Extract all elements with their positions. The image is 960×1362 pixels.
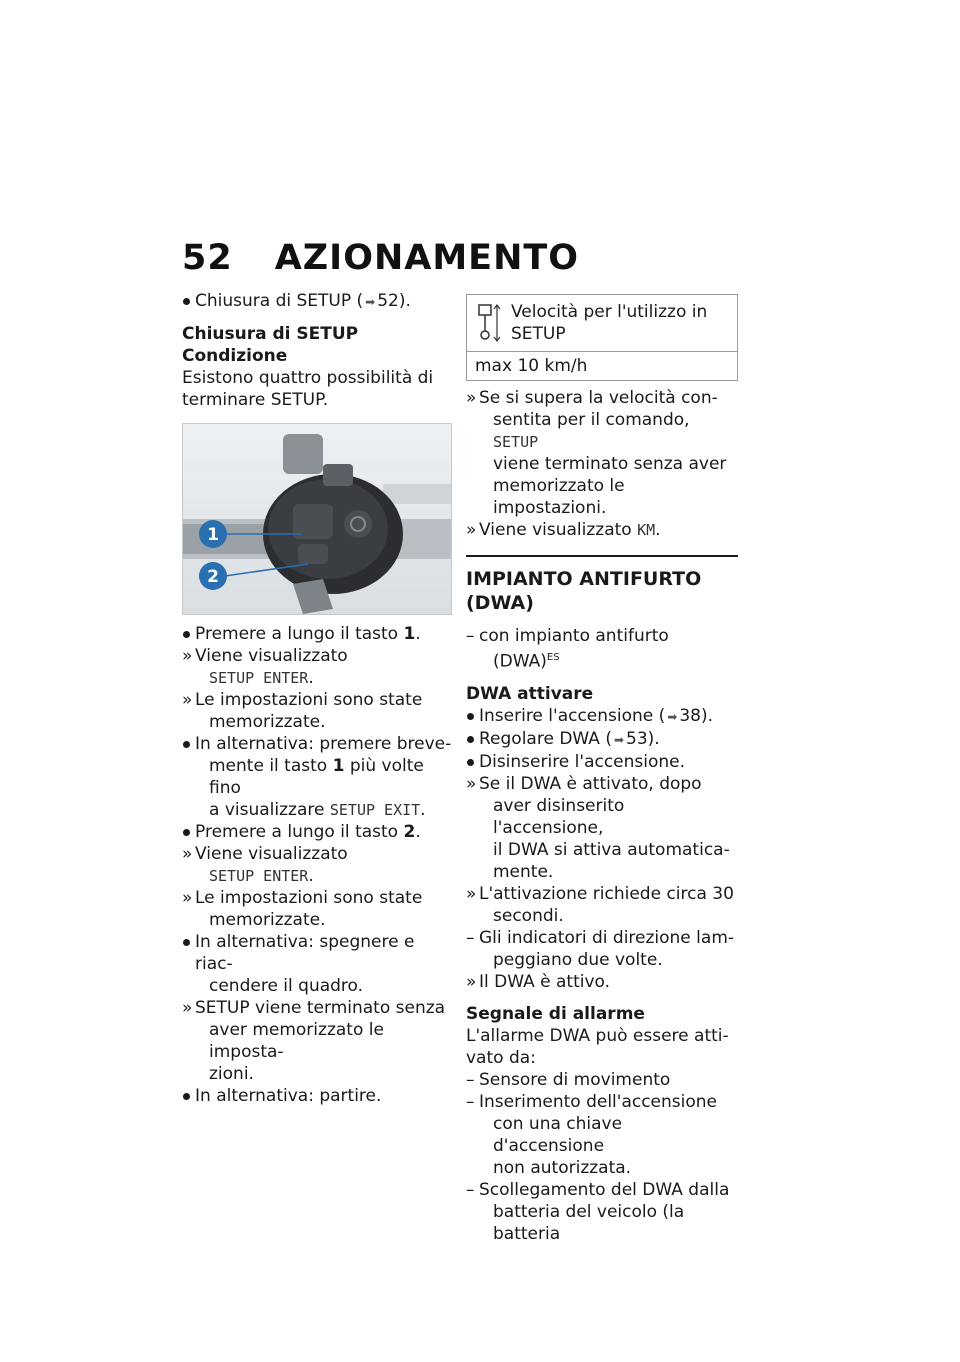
result-marker-icon: » bbox=[182, 998, 193, 1018]
list-item: Premere a lungo il tasto 2. bbox=[182, 821, 452, 843]
item-text: Chiusura di SETUP ( bbox=[195, 291, 364, 311]
page-ref-arrow-icon: ➡ bbox=[613, 732, 625, 747]
page-ref-arrow-icon: ➡ bbox=[667, 709, 678, 724]
bullet-icon bbox=[183, 741, 190, 748]
bullet-icon bbox=[183, 631, 190, 638]
list-item: In alternativa: spegnere e riac- cendere il quadro. bbox=[182, 931, 452, 997]
dash-marker-icon: – bbox=[466, 1091, 475, 1112]
figure-label-2: 2 bbox=[207, 567, 219, 587]
section-title: Chiusura di SETUP bbox=[182, 324, 359, 344]
bullet-icon bbox=[467, 713, 474, 720]
bullet-icon bbox=[467, 736, 474, 743]
list-item: – Scollegamento del DWA dalla batteria del veicolo (la batteria bbox=[466, 1179, 730, 1244]
list-item: Disinserire l'accensione. bbox=[466, 751, 738, 773]
result-marker-icon: » bbox=[182, 888, 193, 908]
dash-marker-icon: – bbox=[466, 1069, 475, 1090]
speed-sensor-icon bbox=[475, 301, 503, 345]
subsection-title: Condizione bbox=[182, 346, 288, 366]
page-ref[interactable]: 38 bbox=[679, 705, 701, 726]
result-marker-icon: » bbox=[466, 388, 477, 408]
paragraph: Esistono quattro possibilità di terminare SETUP. bbox=[182, 368, 434, 410]
section-divider bbox=[466, 555, 738, 557]
list-item: » Viene visualizzato SETUP ENTER. bbox=[182, 646, 348, 688]
list-item: In alternativa: partire. bbox=[182, 1085, 452, 1107]
result-marker-icon: » bbox=[466, 773, 477, 794]
result-marker-icon: » bbox=[182, 690, 193, 710]
switch-illustration bbox=[183, 424, 451, 614]
paragraph: L'allarme DWA può essere atti- bbox=[466, 1025, 729, 1046]
list-item: » Le impostazioni sono state memorizzate. bbox=[182, 888, 423, 930]
item-text: ). bbox=[398, 291, 411, 311]
result-marker-icon: » bbox=[466, 883, 477, 904]
paragraph: vato da: bbox=[466, 1047, 536, 1068]
result-marker-icon: » bbox=[182, 646, 193, 666]
bullet-icon bbox=[467, 759, 474, 766]
spec-table bbox=[466, 294, 738, 381]
list-item: » Il DWA è attivo. bbox=[466, 971, 611, 992]
list-item bbox=[182, 290, 452, 313]
list-item: » Se si supera la velocità con- sentita per il comando, SETUP viene terminato senza aver memorizzato le impostazioni. bbox=[466, 388, 727, 518]
subsection-title: DWA attivare bbox=[466, 683, 594, 704]
dash-marker-icon: – bbox=[466, 927, 475, 948]
spec-value: max 10 km/h bbox=[475, 356, 588, 376]
list-item: Regolare DWA ( ➡ 53). bbox=[466, 728, 738, 751]
page-ref-arrow-icon: ➡ bbox=[365, 295, 376, 309]
bullet-icon bbox=[183, 939, 190, 946]
result-marker-icon: » bbox=[466, 971, 477, 992]
spec-header bbox=[467, 295, 737, 352]
left-column bbox=[182, 290, 452, 1107]
list-item: – Inserimento dell'accensione con una chiave d'accensione non autorizzata. bbox=[466, 1091, 718, 1178]
result-marker-icon: » bbox=[182, 844, 193, 864]
bullet-icon bbox=[183, 1093, 190, 1100]
subsection-title: Segnale di allarme bbox=[466, 1003, 645, 1024]
handlebar-switch-photo bbox=[182, 423, 452, 615]
option-item: – con impianto antifurto (DWA)$^{ES}$ bbox=[466, 626, 669, 672]
result-marker-icon: » bbox=[466, 520, 477, 540]
list-item: » Se il DWA è attivato, dopo aver disinserito l'accensione, il DWA si attiva automatica- mente. bbox=[466, 773, 730, 882]
right-column bbox=[466, 290, 738, 1245]
list-item: Premere a lungo il tasto 1. bbox=[182, 623, 452, 645]
dash-marker-icon: – bbox=[466, 1179, 475, 1200]
list-item: – Gli indicatori di direzione lam- peggiano due volte. bbox=[466, 927, 735, 970]
spec-label: Velocità per l'utilizzo in bbox=[511, 302, 708, 322]
list-item: » SETUP viene terminato senza aver memorizzato le imposta- zioni. bbox=[182, 998, 446, 1084]
list-item: – Sensore di movimento bbox=[466, 1069, 671, 1090]
page-ref[interactable]: 52 bbox=[377, 291, 399, 311]
list-item: » Le impostazioni sono state memorizzate. bbox=[182, 690, 423, 732]
list-item: In alternativa: premere breve- mente il tasto 1 più volte fino a visualizzare SETUP EXIT. bbox=[182, 733, 452, 821]
spec-label: SETUP bbox=[511, 324, 566, 344]
bullet-icon bbox=[183, 298, 190, 305]
figure-label-1: 1 bbox=[207, 525, 219, 545]
page-number: 52 bbox=[182, 238, 233, 278]
list-item: » Viene visualizzato KM. bbox=[466, 520, 661, 540]
page-ref[interactable]: 53 bbox=[626, 728, 648, 749]
section-title: IMPIANTO ANTIFURTO bbox=[466, 568, 702, 590]
bullet-icon bbox=[183, 829, 190, 836]
page-title bbox=[182, 238, 579, 278]
list-item: » L'attivazione richiede circa 30 secondi. bbox=[466, 883, 734, 926]
section-title: (DWA) bbox=[466, 592, 534, 614]
list-item: Inserire l'accensione ( ➡ 38). bbox=[466, 705, 738, 728]
list-item: » Viene visualizzato SETUP ENTER. bbox=[182, 844, 348, 886]
chapter-title: AZIONAMENTO bbox=[274, 238, 579, 278]
dash-marker-icon: – bbox=[466, 626, 475, 646]
